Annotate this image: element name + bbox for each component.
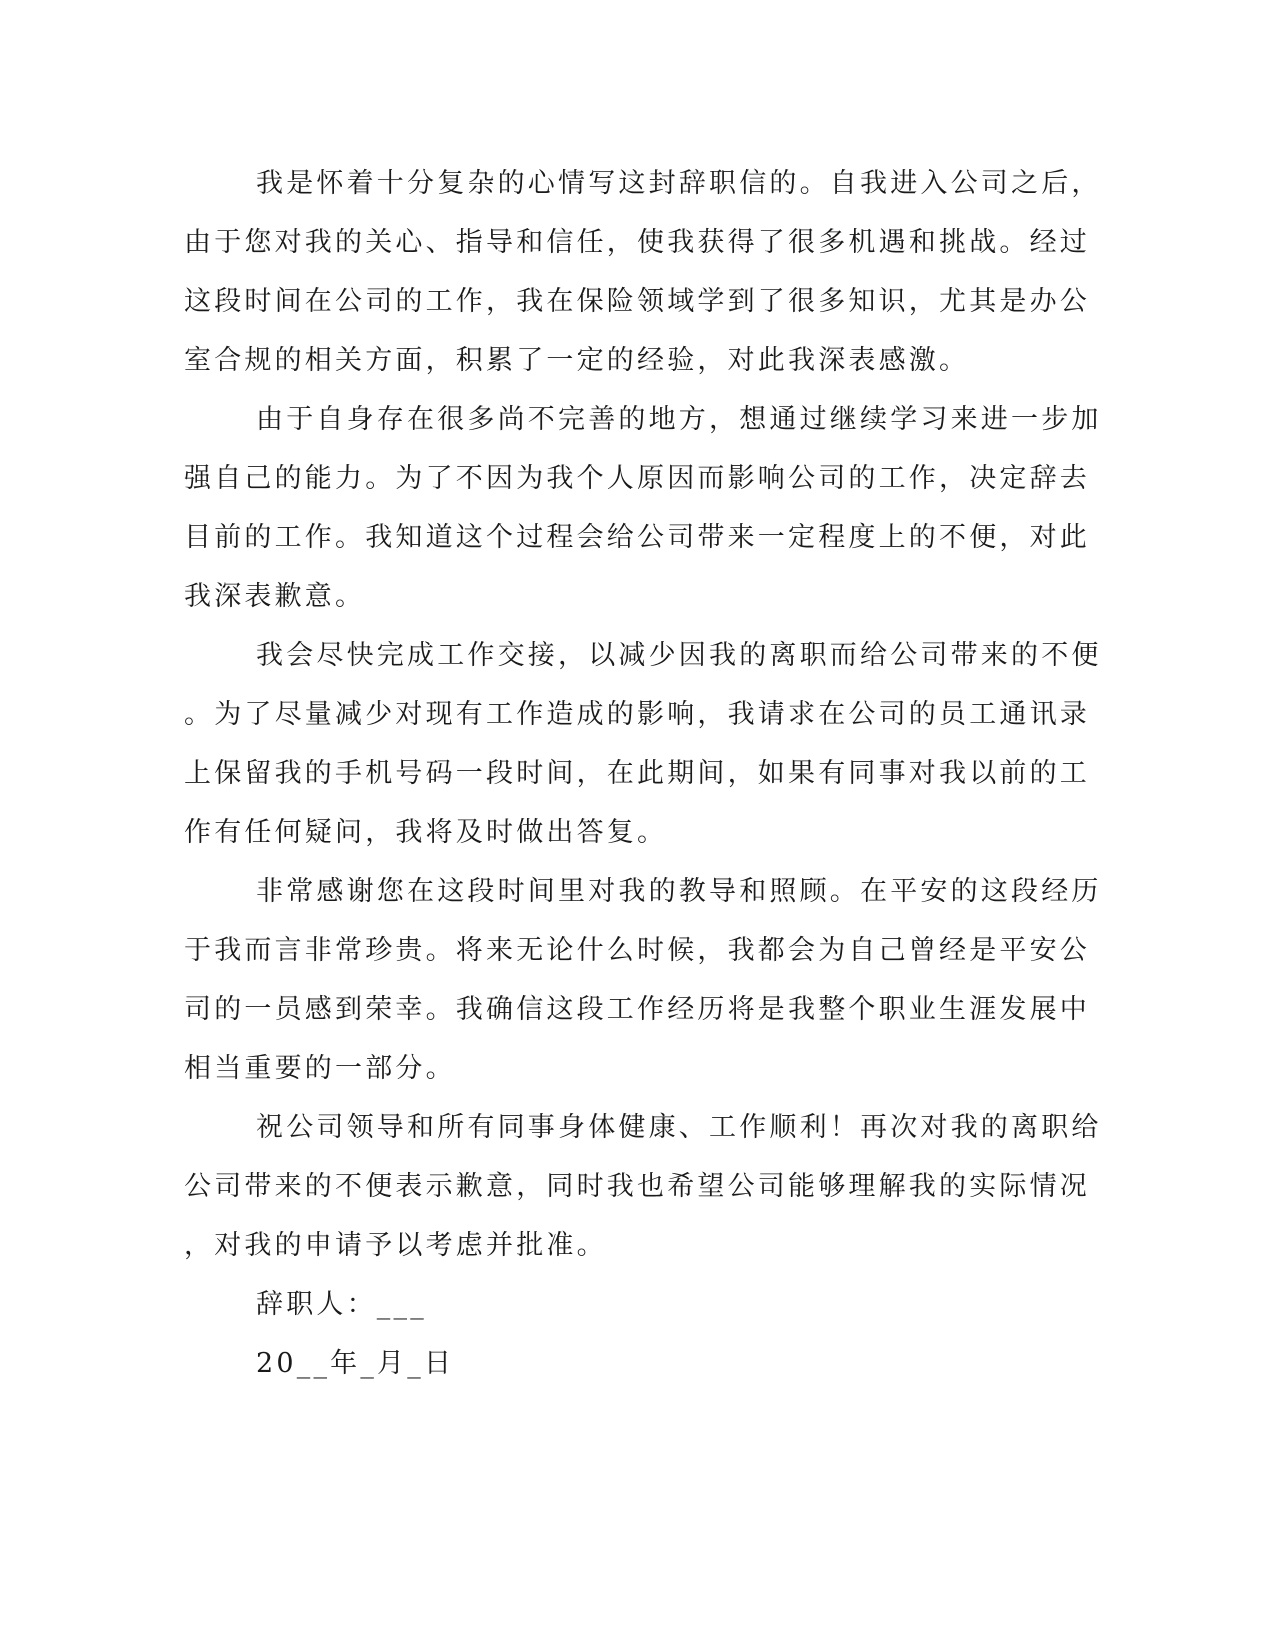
- paragraph-line: 。为了尽量减少对现有工作造成的影响，我请求在公司的员工通讯录: [184, 699, 1090, 730]
- paragraph-line: 这段时间在公司的工作，我在保险领域学到了很多知识，尤其是办公: [184, 286, 1090, 317]
- paragraph-line: 我是怀着十分复杂的心情写这封辞职信的。自我进入公司之后，: [256, 168, 1102, 199]
- paragraph-line: ，对我的申请予以考虑并批准。: [184, 1230, 607, 1261]
- paragraph-line: 司的一员感到荣幸。我确信这段工作经历将是我整个职业生涯发展中: [184, 994, 1090, 1025]
- paragraph-2: [184, 390, 1102, 626]
- paragraph-line: 室合规的相关方面，积累了一定的经验，对此我深表感激。: [184, 345, 970, 376]
- paragraph-line: 上保留我的手机号码一段时间，在此期间，如果有同事对我以前的工: [184, 758, 1090, 789]
- paragraph-3: [184, 626, 1102, 862]
- paragraph-line: 于我而言非常珍贵。将来无论什么时候，我都会为自己曾经是平安公: [184, 935, 1090, 966]
- paragraph-line: 由于您对我的关心、指导和信任，使我获得了很多机遇和挑战。经过: [184, 227, 1090, 258]
- paragraph-line: 祝公司领导和所有同事身体健康、工作顺利！再次对我的离职给: [256, 1112, 1102, 1143]
- resigner-line: 辞职人：___: [256, 1289, 427, 1320]
- paragraph-line: 由于自身存在很多尚不完善的地方，想通过继续学习来进一步加: [256, 404, 1102, 435]
- paragraph-line: 目前的工作。我知道这个过程会给公司带来一定程度上的不便，对此: [184, 522, 1090, 553]
- paragraph-line: 我深表歉意。: [184, 581, 366, 612]
- letter-body: [184, 154, 1102, 1393]
- paragraph-4: [184, 862, 1102, 1098]
- paragraph-line: 公司带来的不便表示歉意，同时我也希望公司能够理解我的实际情况: [184, 1171, 1090, 1202]
- signature-block: [184, 1275, 1044, 1393]
- paragraph-1: [184, 154, 1102, 390]
- paragraph-line: 相当重要的一部分。: [184, 1053, 456, 1084]
- date-line: 20__年_月_日: [256, 1348, 455, 1379]
- paragraph-line: 强自己的能力。为了不因为我个人原因而影响公司的工作，决定辞去: [184, 463, 1090, 494]
- paragraph-line: 非常感谢您在这段时间里对我的教导和照顾。在平安的这段经历: [256, 876, 1102, 907]
- paragraph-line: 我会尽快完成工作交接，以减少因我的离职而给公司带来的不便: [256, 640, 1102, 671]
- paragraph-5: [184, 1098, 1102, 1275]
- paragraph-line: 作有任何疑问，我将及时做出答复。: [184, 817, 668, 848]
